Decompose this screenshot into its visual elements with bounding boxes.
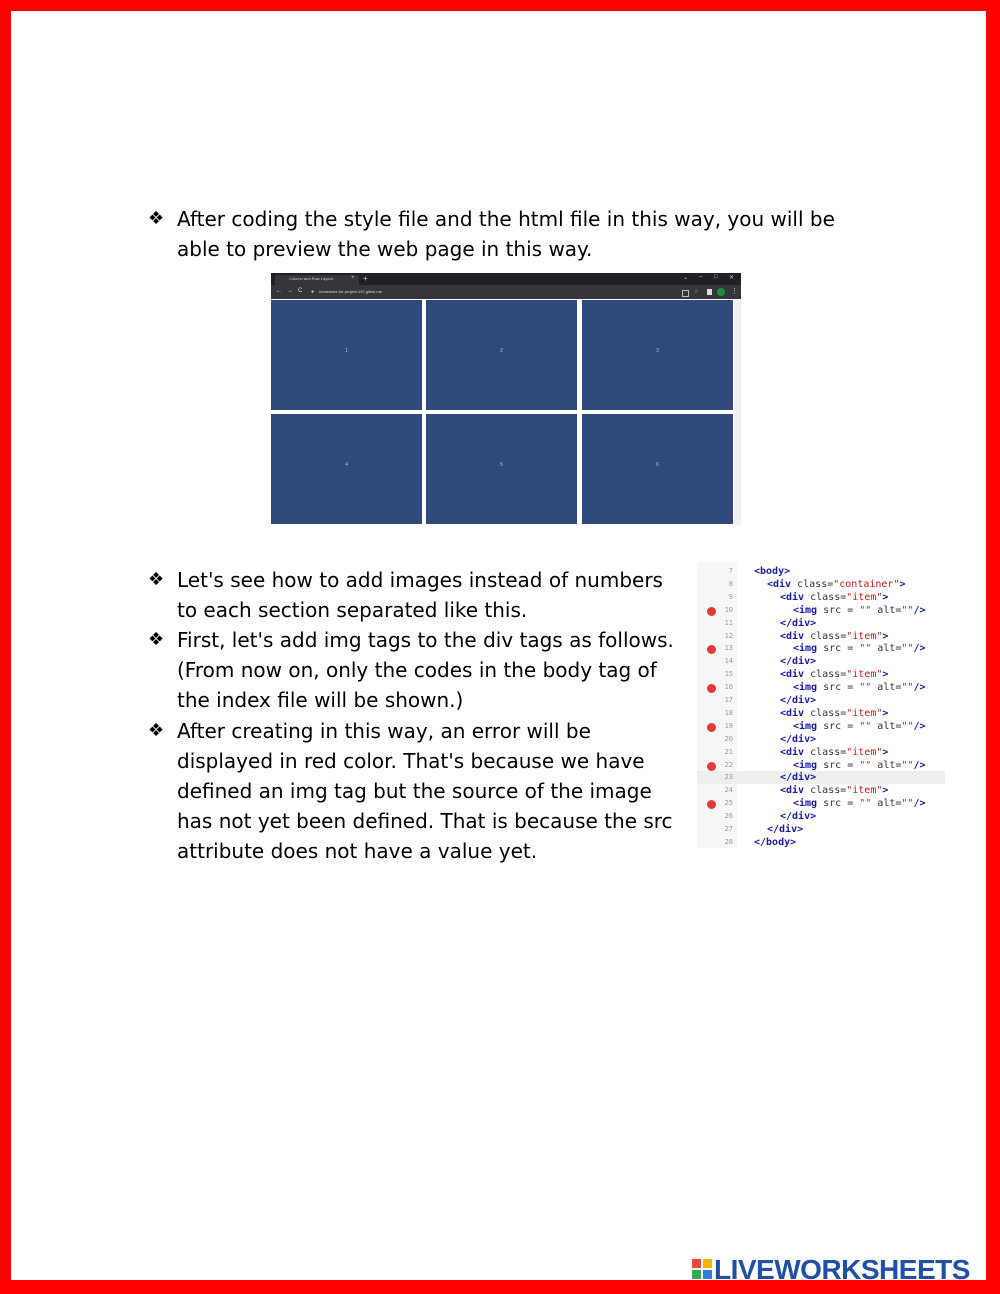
code-text: </body> [754, 836, 797, 848]
code-line [697, 823, 945, 836]
code-line [697, 733, 945, 746]
line-number: 16 [724, 683, 733, 692]
grid-cell: 4 [271, 414, 422, 524]
code-text: <img src = "" alt=""/> [793, 604, 926, 616]
code-line [697, 694, 945, 707]
diamond-bullet-icon: ❖ [148, 569, 165, 590]
profile-avatar [717, 288, 725, 296]
code-text: </div> [780, 811, 817, 823]
line-number: 24 [724, 786, 733, 795]
minimize-icon: – [699, 274, 703, 280]
line-number: 10 [724, 605, 733, 614]
line-number: 17 [724, 696, 733, 704]
code-editor-screenshot [697, 562, 945, 848]
chevron-down-icon: ⌄ [683, 275, 689, 281]
line-number: 14 [724, 657, 733, 666]
address-text: homework-for-project-197.glitch.me [319, 289, 382, 294]
grid-cell: 1 [271, 300, 422, 410]
close-icon: × [351, 275, 355, 281]
forward-icon: → [287, 288, 293, 294]
code-text: </div> [780, 695, 817, 706]
line-number: 27 [724, 825, 733, 833]
grid-cell: 2 [426, 300, 577, 410]
code-line [697, 771, 945, 784]
bullet-add-images [148, 565, 688, 625]
code-text: </div> [767, 824, 804, 835]
grid-cell: 3 [582, 300, 733, 410]
code-text: <div class="item"> [780, 630, 889, 642]
grid-cell: 6 [582, 414, 733, 524]
bullet-text: After coding the style file and the html file in this way, you will be able to preview the web page in this way. [177, 207, 835, 261]
code-line [697, 642, 945, 655]
code-text: <img src = "" alt=""/> [793, 720, 926, 732]
layout-grid [271, 300, 733, 525]
code-text: <div class="container"> [767, 578, 906, 590]
share-icon [682, 290, 689, 297]
bullet-preview-intro [148, 204, 868, 264]
line-number: 18 [724, 708, 733, 717]
code-line [697, 578, 945, 591]
line-number: 21 [724, 747, 733, 756]
back-icon: ← [276, 288, 282, 294]
code-text: <img src = "" alt=""/> [793, 682, 926, 694]
close-window-icon: ✕ [729, 275, 735, 281]
code-line [697, 784, 945, 797]
tab-title: Column and Row Layout [289, 276, 333, 281]
code-text: <div class="item"> [780, 707, 889, 719]
diamond-bullet-icon: ❖ [148, 720, 165, 741]
reload-icon: C [298, 288, 303, 294]
bullet-text: Let's see how to add images instead of numbers to each section separated like this. [177, 568, 663, 622]
scrollbar [734, 300, 741, 525]
code-text: </div> [780, 772, 817, 784]
star-icon: ☆ [694, 289, 699, 295]
browser-url-bar [271, 285, 741, 299]
line-number: 11 [724, 618, 733, 627]
code-line [697, 617, 945, 630]
bullet-text: After creating in this way, an error will be displayed in red color. That's because we have defined an img tag but the source of the image has not yet been defined. That is because the src attribute does not have a value yet. [177, 719, 673, 863]
browser-tab [275, 275, 359, 285]
code-line [697, 720, 945, 733]
code-text: <div class="item"> [780, 746, 889, 758]
line-number: 25 [724, 799, 733, 808]
line-number: 22 [724, 760, 733, 769]
code-line [697, 591, 945, 604]
code-line [697, 604, 945, 617]
code-text: </div> [780, 656, 817, 668]
liveworksheets-logo [692, 1254, 988, 1284]
line-number: 15 [724, 670, 733, 679]
line-number: 23 [724, 773, 733, 782]
menu-icon: ⋮ [731, 288, 738, 295]
code-line [697, 759, 945, 772]
bullet-text: First, let's add img tags to the div tags as follows. (From now on, only the codes in the body tag of the index file will be shown.) [177, 628, 674, 712]
code-text: <div class="item"> [780, 591, 889, 603]
maximize-icon: □ [714, 274, 718, 280]
line-number: 9 [728, 592, 733, 601]
line-number: 20 [724, 734, 733, 743]
code-line [697, 565, 945, 578]
code-text: <img src = "" alt=""/> [793, 798, 926, 810]
code-text: <img src = "" alt=""/> [793, 643, 926, 655]
code-line [697, 655, 945, 668]
code-text: </div> [780, 617, 817, 629]
code-line [697, 810, 945, 823]
code-text: <div class="item"> [780, 669, 889, 681]
bullet-img-tags [148, 625, 688, 715]
line-number: 28 [724, 837, 733, 846]
line-number: 13 [724, 644, 733, 653]
new-tab-icon: + [363, 274, 368, 283]
line-number: 19 [724, 721, 733, 730]
code-line [697, 707, 945, 720]
code-line [697, 836, 945, 849]
browser-tab-bar [271, 273, 741, 285]
logo-text: LIVEWORKSHEETS [714, 1254, 970, 1285]
diamond-bullet-icon: ❖ [148, 629, 165, 650]
sidebar-icon [707, 289, 712, 295]
bullet-error-explanation [148, 716, 688, 866]
code-text: <body> [754, 566, 791, 577]
code-line [697, 681, 945, 694]
code-line [697, 668, 945, 681]
lock-icon: ● [311, 289, 315, 295]
code-line [697, 797, 945, 810]
grid-cell: 5 [426, 414, 577, 524]
code-text: <img src = "" alt=""/> [793, 759, 926, 771]
line-number: 12 [724, 631, 733, 640]
code-text: </div> [780, 733, 817, 745]
diamond-bullet-icon: ❖ [148, 208, 165, 229]
line-number: 26 [724, 812, 733, 821]
browser-preview-screenshot [271, 273, 741, 525]
code-text: <div class="item"> [780, 785, 889, 797]
logo-icon [692, 1259, 712, 1279]
line-number: 8 [728, 579, 733, 588]
code-line [697, 630, 945, 643]
line-number: 7 [728, 567, 733, 575]
code-line [697, 746, 945, 759]
